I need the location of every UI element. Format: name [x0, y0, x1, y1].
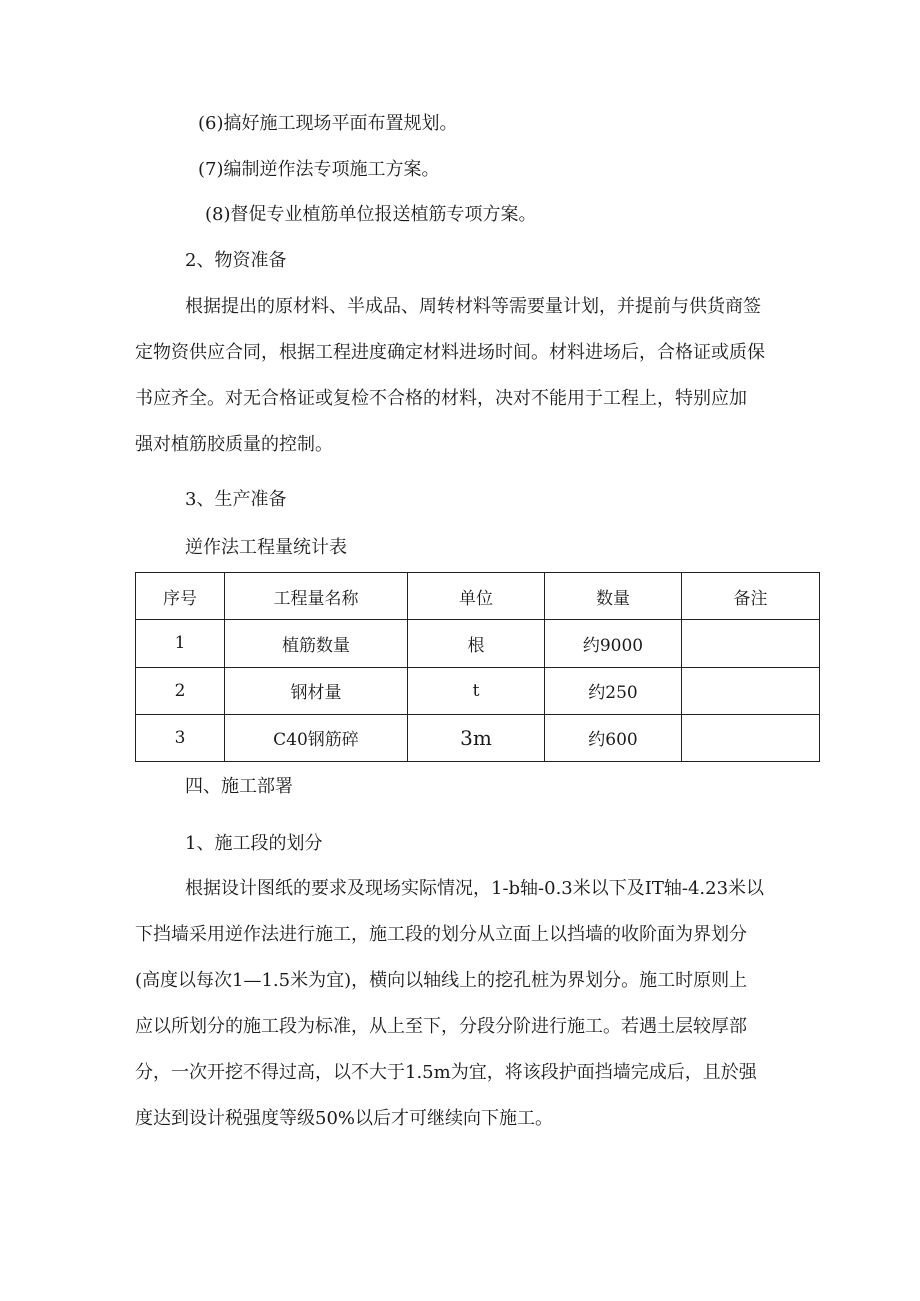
section-4-line-5: 分，一次开挖不得过高，以不大于1.5m为宜，将该段护面挡墙完成后，且於强	[135, 1062, 757, 1083]
table-title: 逆作法工程量统计表	[185, 537, 347, 558]
section-2-line-1: 根据提出的原材料、半成品、周转材料等需要量计划，并提前与供货商签	[185, 296, 761, 317]
section-4-line-2: 下挡墙采用逆作法进行施工，施工段的划分从立面上以挡墙的收阶面为界划分	[135, 924, 747, 945]
table-cell: C40钢筋碎	[225, 714, 408, 761]
table-cell: 约9000	[545, 620, 682, 667]
table-cell: t	[408, 667, 545, 714]
section-2-line-3: 书应齐全。对无合格证或复检不合格的材料，决对不能用于工程上，特别应加	[135, 388, 747, 409]
section-3-heading: 3、生产准备	[185, 489, 287, 510]
section-2-heading: 2、物资准备	[185, 250, 287, 271]
table-cell	[682, 714, 820, 761]
table-cell: 根	[408, 620, 545, 667]
section-4-line-6: 度达到设计税强度等级50%以后才可继续向下施工。	[135, 1108, 554, 1129]
section-2-line-4: 强对植筋胶质量的控制。	[135, 434, 333, 455]
header-cell: 数量	[545, 573, 682, 620]
table-cell	[682, 667, 820, 714]
table-cell: 3	[136, 714, 225, 761]
table-cell: 植筋数量	[225, 620, 408, 667]
section-4-line-3: (高度以每次1—1.5米为宜)，横向以轴线上的挖孔桩为界划分。施工时原则上	[135, 970, 748, 991]
table-cell: 3m	[408, 714, 545, 761]
section-2-line-2: 定物资供应合同，根据工程进度确定材料进场时间。材料进场后，合格证或质保	[135, 342, 765, 363]
table-row	[136, 714, 820, 761]
table-cell: 2	[136, 667, 225, 714]
table-cell: 约250	[545, 667, 682, 714]
item-7: (7)编制逆作法专项施工方案。	[198, 159, 440, 180]
table-row	[136, 620, 820, 667]
table-cell: 约600	[545, 714, 682, 761]
header-cell: 工程量名称	[225, 573, 408, 620]
section-4-heading: 四、施工部署	[185, 776, 293, 797]
quantity-table	[135, 572, 820, 762]
table-row	[136, 667, 820, 714]
item-8: (8)督促专业植筋单位报送植筋专项方案。	[205, 204, 537, 225]
header-cell: 备注	[682, 573, 820, 620]
header-cell: 序号	[136, 573, 225, 620]
section-4-line-4: 应以所划分的施工段为标准，从上至下，分段分阶进行施工。若遇土层较厚部	[135, 1016, 747, 1037]
table-header-row	[136, 573, 820, 620]
table-cell: 钢材量	[225, 667, 408, 714]
table-cell	[682, 620, 820, 667]
header-cell: 单位	[408, 573, 545, 620]
section-4-line-1: 根据设计图纸的要求及现场实际情况，1-b轴-0.3米以下及IT轴-4.23米以	[185, 878, 765, 899]
section-4-sub-heading: 1、施工段的划分	[185, 833, 323, 854]
item-6: (6)搞好施工现场平面布置规划。	[198, 113, 458, 134]
table-cell: 1	[136, 620, 225, 667]
